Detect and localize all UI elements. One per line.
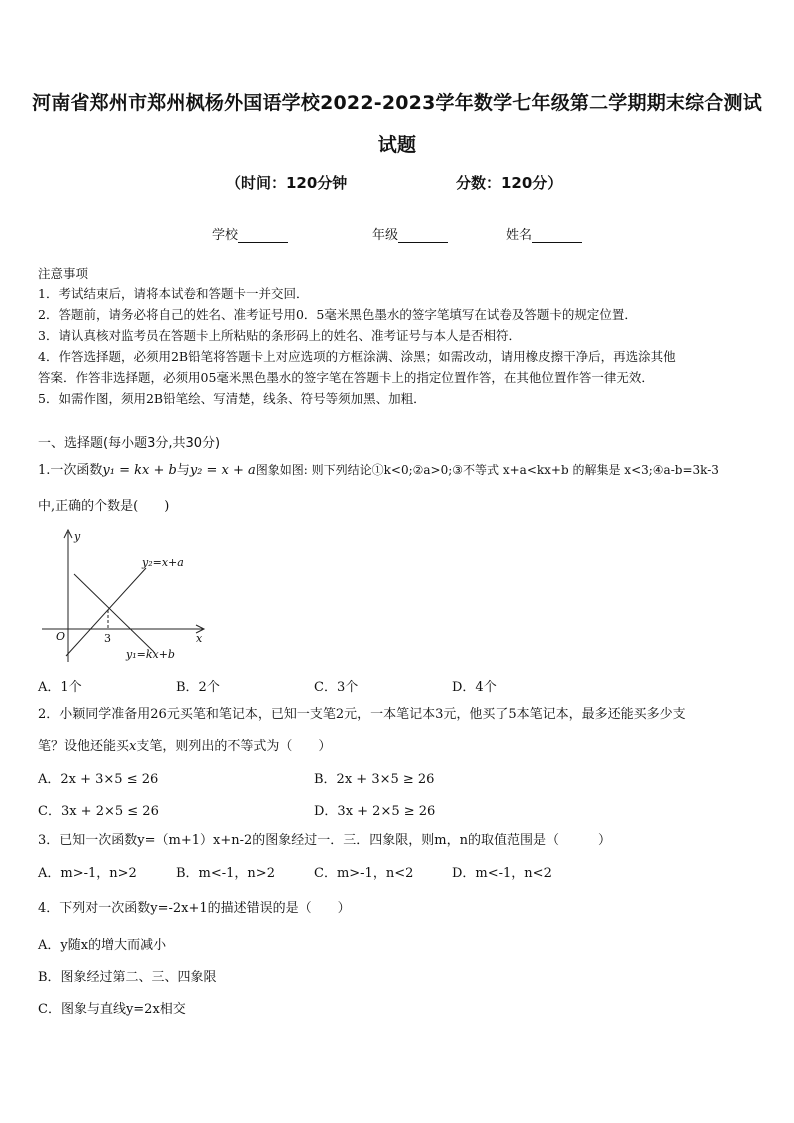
q1-graph-tick-3: 3: [104, 632, 111, 645]
q2-line2-a: 笔？设他还能买: [38, 739, 130, 754]
question-1-stem-line2: 中,正确的个数是( ): [38, 499, 170, 514]
q1-expr2: y₂ = x + a: [189, 463, 256, 478]
name-blank[interactable]: [532, 230, 582, 243]
q2-line2-b: 支笔，则列出的不等式为（ ）: [136, 739, 332, 754]
q3-option-c[interactable]: C．m>-1，n<2: [314, 866, 414, 881]
grade-field[interactable]: [372, 224, 448, 243]
name-field[interactable]: [506, 224, 582, 243]
notice-item-1: 1．考试结束后，请将本试卷和答题卡一并交回．: [38, 286, 309, 301]
q1-expr1: y₁ = kx + b: [102, 463, 177, 478]
q1-option-a[interactable]: A．1个: [38, 680, 82, 695]
question-4-stem: 4．下列对一次函数y=-2x+1的描述错误的是（ ）: [38, 901, 351, 916]
exam-title-line1: 河南省郑州市郑州枫杨外国语学校2022-2023学年数学七年级第二学期期末综合测试: [32, 92, 762, 114]
notice-item-4: 4．作答选择题，必须用2B铅笔将答题卡上对应选项的方框涂满、涂黑；如需改动，请用橡皮擦干净后，再选涂其他: [38, 349, 676, 364]
exam-time: （时间：120分钟: [226, 174, 348, 192]
question-3-stem: 3．已知一次函数y=（m+1）x+n-2的图象经过一．三．四象限，则m，n的取值范围是（ ）: [38, 833, 611, 848]
notice-item-5: 5．如需作图，须用2B铅笔绘、写清楚，线条、符号等须加黑、加粗．: [38, 391, 426, 406]
section-heading-choice: 一、选择题(每小题3分,共30分): [38, 436, 221, 451]
q1-part1: 1.一次函数: [38, 463, 103, 478]
grade-label: 年级: [372, 228, 399, 243]
notice-heading: 注意事项: [38, 266, 89, 281]
q4-option-c[interactable]: C．图象与直线y=2x相交: [38, 1002, 186, 1017]
notice-item-2: 2．答题前，请务必将自己的姓名、准考证号用0．5毫米黑色墨水的签字笔填写在试卷及答题卡的规定位置．: [38, 307, 637, 322]
q3-option-b[interactable]: B．m<-1，n>2: [176, 866, 275, 881]
exam-title-line2: 试题: [377, 134, 417, 156]
q1-option-c[interactable]: C．3个: [314, 680, 359, 695]
school-field[interactable]: [212, 224, 288, 243]
q4-option-b[interactable]: B．图象经过第二、三、四象限: [38, 970, 217, 985]
q1-graph: [36, 526, 216, 666]
q4-option-a[interactable]: A．y随x的增大而减小: [38, 938, 167, 953]
q1-graph-origin-label: O: [56, 630, 66, 643]
q1-mid: 与: [176, 463, 190, 478]
q1-part2: 图象如图: 则下列结论①k<0;②a>0;③不等式 x+a<kx+b 的解集是 x<3;④a-b=3k-3: [255, 463, 719, 477]
q2-option-b[interactable]: B．2x + 3×5 ≥ 26: [314, 772, 435, 787]
exam-score: 分数：120分）: [456, 174, 563, 192]
q2-option-c[interactable]: C．3x + 2×5 ≤ 26: [38, 804, 159, 819]
question-1-stem: [38, 459, 760, 482]
school-blank[interactable]: [238, 230, 288, 243]
q3-option-d[interactable]: D．m<-1，n<2: [452, 866, 552, 881]
school-label: 学校: [212, 228, 239, 243]
q1-option-d[interactable]: D．4个: [452, 680, 497, 695]
question-2-stem: 2．小颖同学准备用26元买笔和笔记本，已知一支笔2元，一本笔记本3元，他买了5本笔记本，最多还能买多少支: [38, 707, 686, 722]
q1-graph-y-label: y: [74, 530, 81, 543]
notice-item-4-cont: 答案．作答非选择题，必须用05毫米黑色墨水的签字笔在答题卡上的指定位置作答，在其他位置作答一律无效．: [38, 370, 654, 385]
q1-graph-line-y1: [74, 574, 154, 652]
name-label: 姓名: [506, 228, 533, 243]
q2-var: x: [129, 739, 137, 754]
q1-graph-y2-label: y₂=x+a: [142, 556, 184, 569]
q2-option-a[interactable]: A．2x + 3×5 ≤ 26: [38, 772, 159, 787]
q1-graph-x-label: x: [196, 632, 203, 645]
notice-item-3: 3．请认真核对监考员在答题卡上所粘贴的条形码上的姓名、准考证号与本人是否相符．: [38, 328, 521, 343]
q1-option-b[interactable]: B．2个: [176, 680, 220, 695]
grade-blank[interactable]: [398, 230, 448, 243]
question-2-stem-line2: [38, 736, 760, 758]
q3-option-a[interactable]: A．m>-1，n>2: [38, 866, 137, 881]
q2-option-d[interactable]: D．3x + 2×5 ≥ 26: [314, 804, 436, 819]
q1-graph-y1-label: y₁=kx+b: [126, 648, 175, 661]
